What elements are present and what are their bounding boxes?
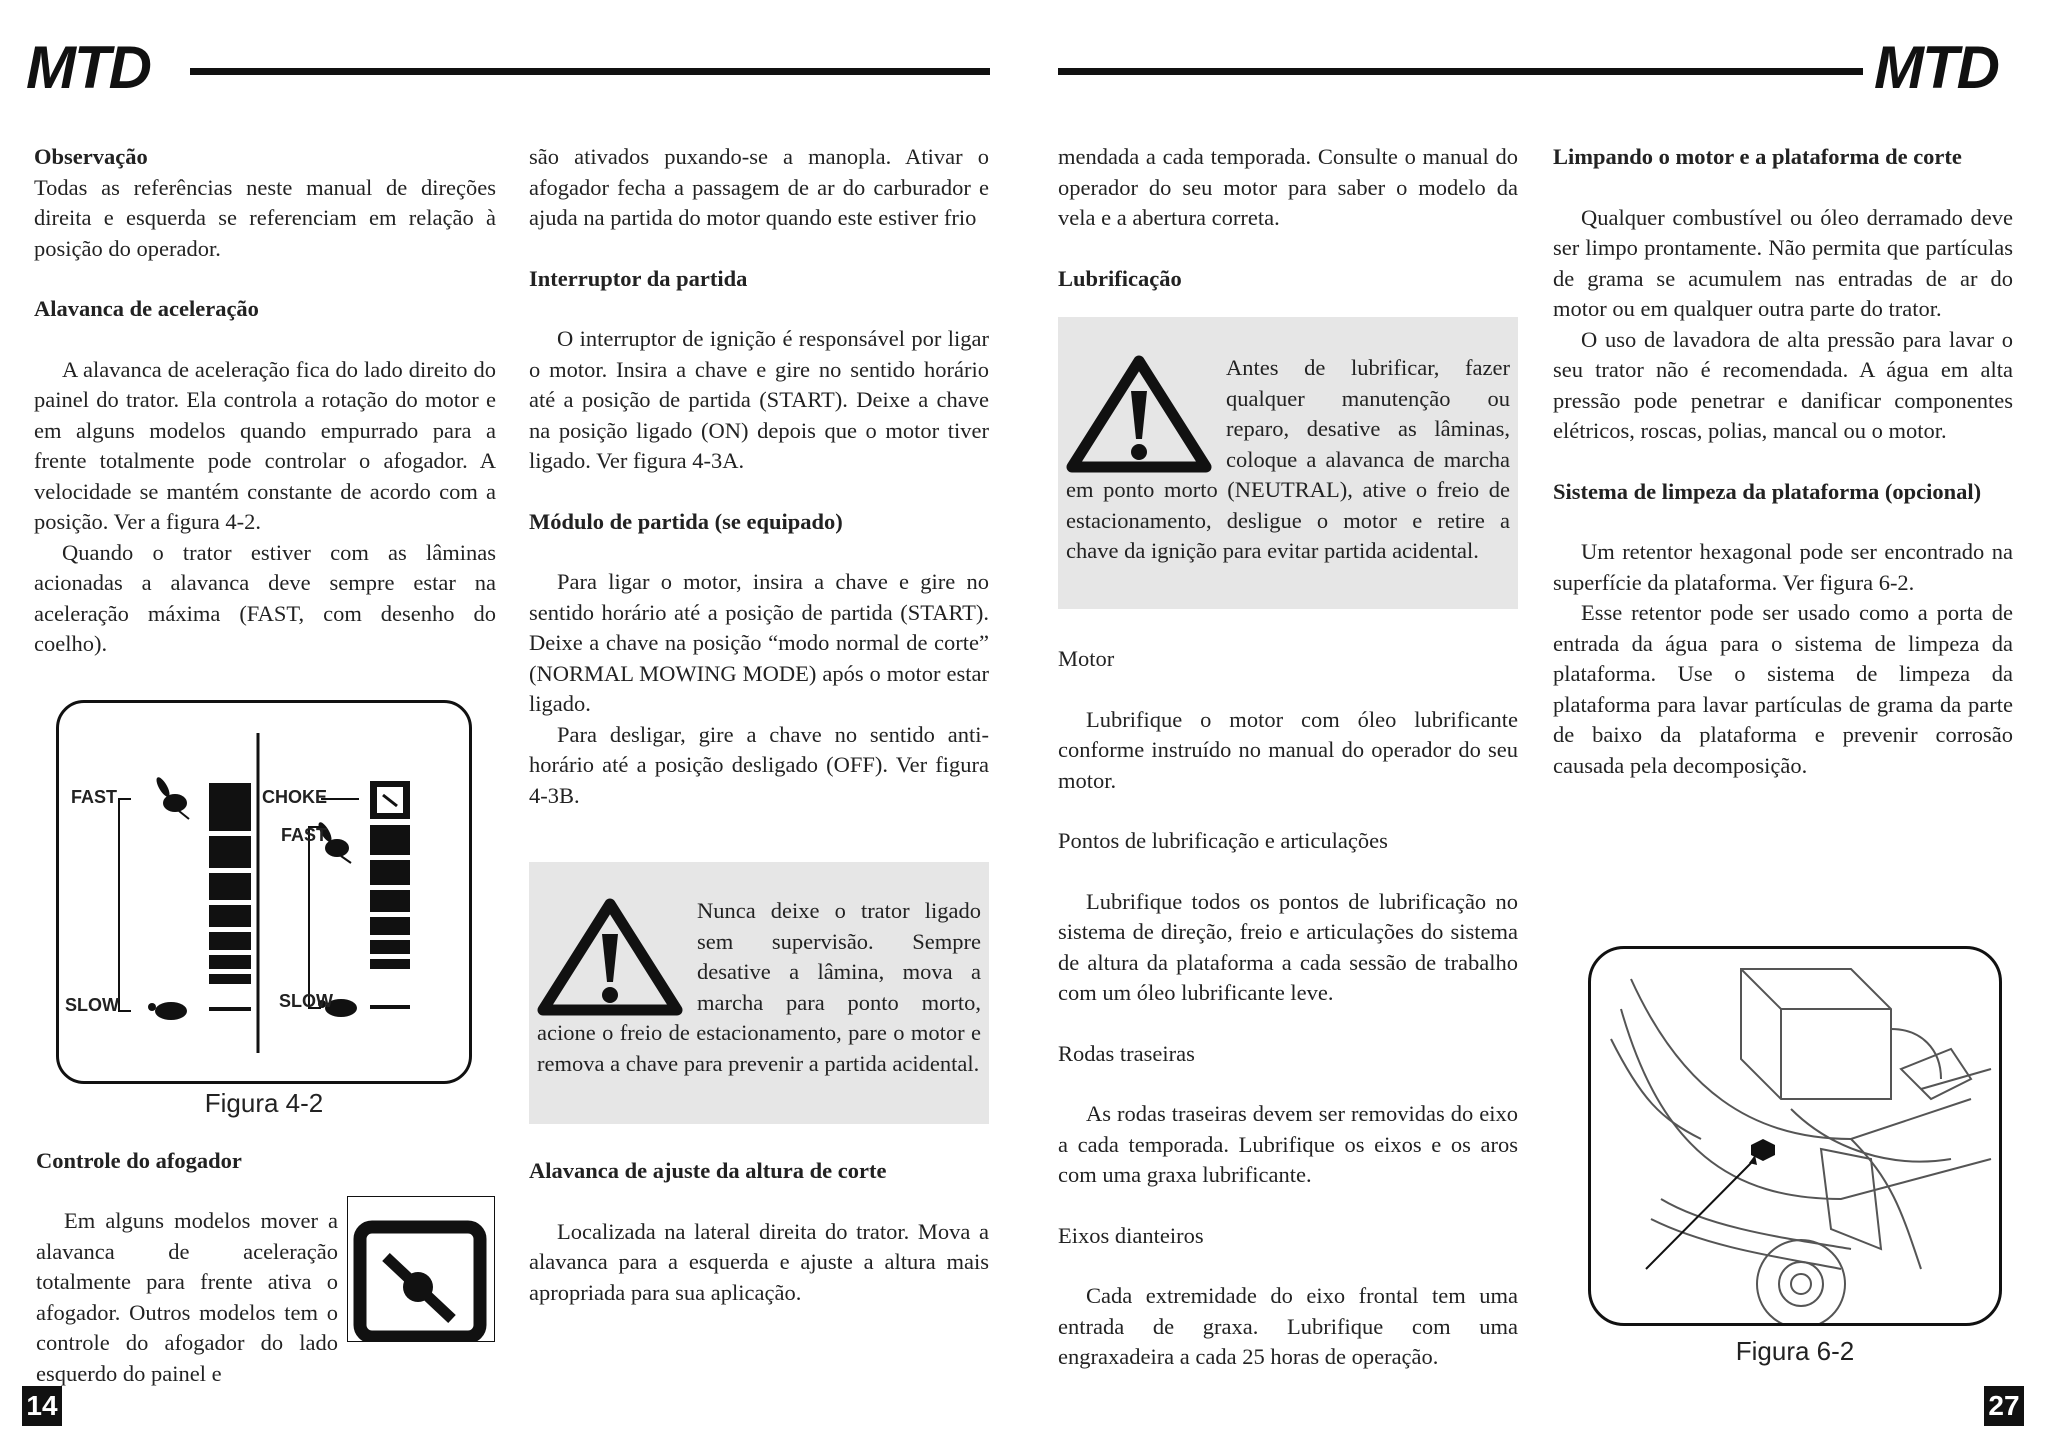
logo-right: MTD xyxy=(1874,34,1998,101)
front-axles-text: Cada extremidade do eixo frontal tem uma entrada de graxa. Lubrifique com uma engraxadeira a cada 25 horas de operação. xyxy=(1058,1283,1518,1369)
slow-label-right: SLOW xyxy=(279,991,333,1011)
throttle-diagram xyxy=(59,703,469,1081)
page-number-right: 27 xyxy=(1984,1386,2024,1426)
start-module-heading: Módulo de partida (se equipado) xyxy=(529,508,843,534)
fast-label: FAST xyxy=(71,787,118,807)
page-number-left: 14 xyxy=(22,1386,62,1426)
warning-box-right xyxy=(1058,317,1518,609)
column-3 xyxy=(1058,142,1518,294)
deck-wash-paragraph-2: Esse retentor pode ser usado como a porta de entrada da água para o sistema de limpeza da plataforma. Use o sistema de limpeza da plataforma para lavar partículas de grama da parte de baixo da plataforma e prevenir corrosão causada pela decomposição. xyxy=(1553,600,2013,778)
slow-label: SLOW xyxy=(65,995,119,1015)
header-rule-right xyxy=(1058,68,1863,75)
observation-heading: Observação xyxy=(34,144,148,169)
deck-wash-heading: Sistema de limpeza da plataforma (opcional) xyxy=(1553,478,1982,504)
column-3-lower xyxy=(1058,644,1518,1373)
figure-6-2 xyxy=(1588,946,2002,1326)
throttle-paragraph-1: A alavanca de aceleração fica do lado direito do painel do trator. Ela controla a rotação do motor e em alguns modelos quando empurrado para a frente totalmente pode controlar o afogador. A velocidade se mantém constante de acordo com a posição. Ver a figura 4-2. xyxy=(34,356,496,534)
warning-triangle-icon xyxy=(537,896,687,1018)
ignition-heading: Interruptor da partida xyxy=(529,265,748,291)
motor-text: Lubrifique o motor com óleo lubrificante conforme instruído no manual do operador do seu motor. xyxy=(1058,706,1518,793)
deck-wash-paragraph-1: Um retentor hexagonal pode ser encontrado na superfície da plataforma. Ver figura 6-2. xyxy=(1553,539,2013,595)
column-2 xyxy=(529,142,989,811)
warning-text-left: Nunca deixe o trator ligado sem supervisão. Sempre desative a lâmina, mova a marcha para ponto morto, acione o freio de estacionamento, pare o motor e remova a chave para prevenir a partida acidental. xyxy=(537,898,981,1076)
cleaning-paragraph-2: O uso de lavadora de alta pressão para lavar o seu trator não é recomendada. A água em alta pressão pode penetrar e danificar componentes elétricos, roscas, polias, mancal ou o motor. xyxy=(1553,326,2013,443)
header-rule-left xyxy=(190,68,990,75)
fast-label-right: FAST xyxy=(281,825,328,845)
height-heading: Alavanca de ajuste da altura de corte xyxy=(529,1158,887,1183)
spark-plug-continued-text: mendada a cada temporada. Consulte o manual do operador do seu motor para saber o modelo da vela e a abertura correta. xyxy=(1058,144,1518,230)
height-section xyxy=(529,1156,989,1308)
column-4 xyxy=(1553,142,2013,781)
choke-text: Em alguns modelos mover a alavanca de aceleração totalmente para frente ativa o afogador. Outros modelos tem o controle do afogador do lado esquerdo do painel e xyxy=(36,1208,338,1386)
figure-4-2-caption: Figura 4-2 xyxy=(204,1088,324,1118)
warning-triangle-icon-right xyxy=(1066,353,1216,475)
turtle-icon xyxy=(148,1002,187,1020)
cleaning-heading: Limpando o motor e a plataforma de corte xyxy=(1553,144,1962,169)
choke-icon xyxy=(347,1196,495,1342)
choke-continued-text: são ativados puxando-se a manopla. Ativar o afogador fecha a passagem de ar do carburador e ajuda na partida do motor quando este estiver frio xyxy=(529,144,989,230)
lubrication-heading: Lubrificação xyxy=(1058,265,1182,291)
figure-4-2 xyxy=(56,700,472,1084)
motor-heading: Motor xyxy=(1058,646,1115,671)
figure-6-2-caption: Figura 6-2 xyxy=(1735,1336,1855,1366)
mower-deck-illustration xyxy=(1591,949,1999,1323)
lube-points-text: Lubrifique todos os pontos de lubrificação no sistema de direção, freio e articulações do sistema de altura da plataforma a cada sessão de trabalho com um óleo lubrificante leve. xyxy=(1058,888,1518,1005)
lube-points-heading: Pontos de lubrificação e articulações xyxy=(1058,828,1388,853)
logo-left: MTD xyxy=(26,34,150,101)
rear-wheels-text: As rodas traseiras devem ser removidas do eixo a cada temporada. Lubrifique os eixos e os aros com uma graxa lubrificante. xyxy=(1058,1101,1518,1187)
choke-heading: Controle do afogador xyxy=(36,1148,242,1173)
throttle-heading: Alavanca de aceleração xyxy=(34,296,259,321)
throttle-paragraph-2: Quando o trator estiver com as lâminas acionadas a alavanca deve sempre estar na aceleração máxima (FAST, com desenho do coelho). xyxy=(34,539,496,656)
observation-text: Todas as referências neste manual de direções direita e esquerda se referenciam em relação à posição do operador. xyxy=(34,174,496,261)
height-text: Localizada na lateral direita do trator. Mova a alavanca para a esquerda e ajuste a altura mais apropriada para sua aplicação. xyxy=(529,1218,989,1305)
ignition-text: O interruptor de ignição é responsável por ligar o motor. Insira a chave e gire no sentido horário até a posição de partida (START). Deixe a chave na posição ligado (ON) depois que o motor tiver ligado. Ver figura 4-3A. xyxy=(529,326,989,473)
column-1 xyxy=(34,142,496,660)
start-module-paragraph-2: Para desligar, gire a chave no sentido anti-horário até a posição desligado (OFF). Ver figura 4-3B. xyxy=(529,721,989,808)
start-module-paragraph-1: Para ligar o motor, insira a chave e gire no sentido horário até a posição de partida (START). Deixe a chave na posição “modo normal de corte” (NORMAL MOWING MODE) após o motor estar ligado. xyxy=(529,569,989,716)
front-axles-heading: Eixos dianteiros xyxy=(1058,1222,1204,1248)
choke-text-block xyxy=(36,1206,338,1389)
rabbit-icon xyxy=(154,775,189,819)
cleaning-paragraph-1: Qualquer combustível ou óleo derramado deve ser limpo prontamente. Não permita que partículas de grama se acumulem nas entradas de ar do motor ou em qualquer outra parte do trator. xyxy=(1553,204,2013,321)
warning-box-left xyxy=(529,862,989,1124)
choke-label: CHOKE xyxy=(262,787,328,807)
warning-text-right: Antes de lubrificar, fazer qualquer manutenção ou reparo, desative as lâminas, coloque a alavanca de marcha em ponto morto (NEUTRAL), ative o freio de estacionamento, desligue o motor e retire a chave da ignição para evitar partida acidental. xyxy=(1066,355,1510,563)
rear-wheels-heading: Rodas traseiras xyxy=(1058,1040,1195,1066)
